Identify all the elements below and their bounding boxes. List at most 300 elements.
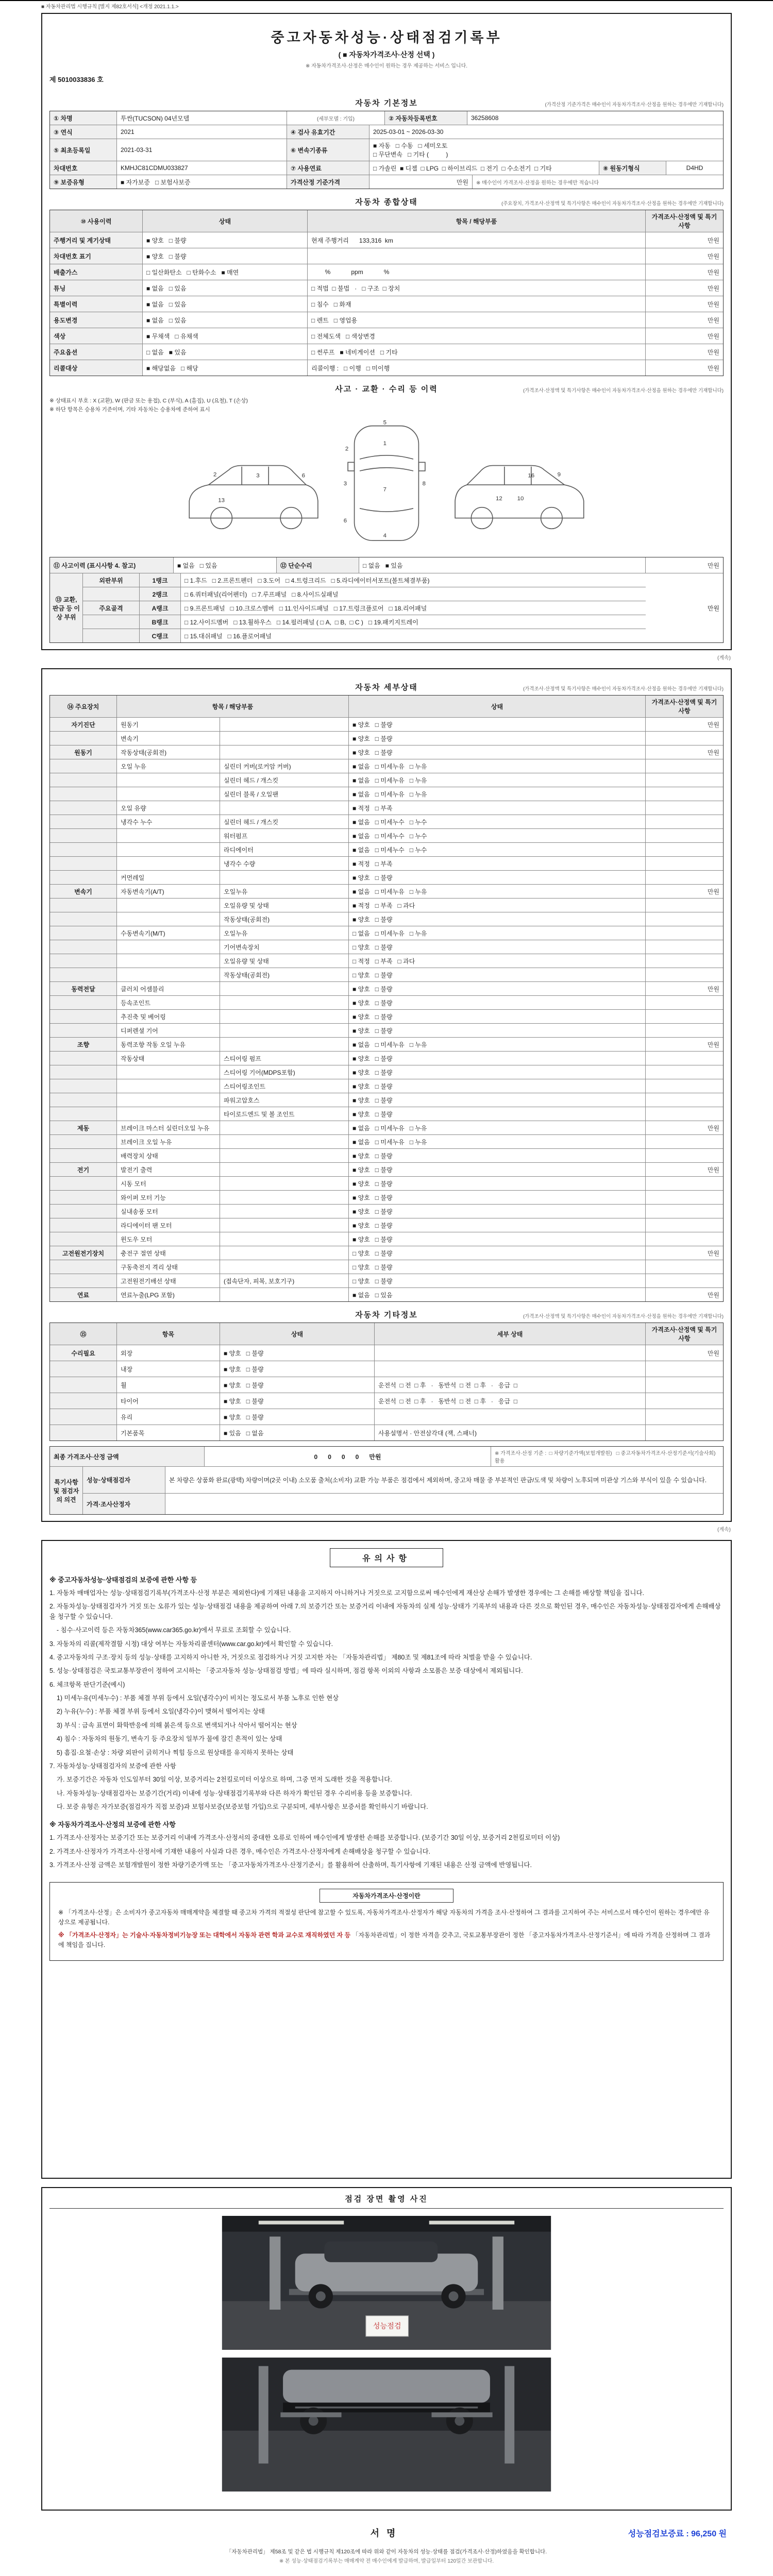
panel-group	[83, 629, 140, 642]
panel-rank-row	[83, 601, 646, 615]
item-label: 윈도우 모터	[117, 1232, 220, 1246]
status-checkboxes[interactable]: ■ 없음 □ 미세누유 □ 누유	[349, 1135, 646, 1148]
status-checkboxes[interactable]: ■ 없음 □ 미세누유 □ 누유	[349, 773, 646, 787]
item-label	[117, 1079, 220, 1093]
status-checkboxes[interactable]: ■ 양호 □ 불량	[349, 1163, 646, 1176]
status-checkboxes[interactable]: ■ 없음 □ 미세누유 □ 누유	[349, 759, 646, 773]
item-label: 연료누출(LPG 포함)	[117, 1288, 220, 1301]
inspector-opinion-body	[83, 1467, 723, 1514]
status-checkboxes[interactable]: ■ 양호 □ 불량	[349, 1191, 646, 1204]
detail-row	[50, 773, 723, 787]
device-group: 제동	[50, 1121, 117, 1134]
price-cell	[646, 1052, 723, 1065]
detail-row	[50, 871, 723, 885]
status-checkboxes[interactable]: ■ 양호 □ 불량	[349, 982, 646, 995]
notice-paragraph: 2) 누유(누수) : 부품 체결 부위 등에서 오일(냉각수)이 맺혀서 떨어지는 상태	[49, 1708, 265, 1716]
device-group	[50, 968, 117, 981]
item-label: 원동기	[117, 718, 220, 731]
status-checkboxes[interactable]: ■ 양호 □ 불량	[143, 248, 308, 264]
row-detail[interactable]: □ 전체도색 □ 색상변경	[308, 328, 646, 344]
rank-label: C랭크	[140, 629, 181, 642]
item-label: 실내송풍 모터	[117, 1205, 220, 1218]
detail-row	[50, 1288, 723, 1301]
row-detail[interactable]: 리콜이행 : □ 이행 □ 미이행	[308, 360, 646, 376]
notice-warranty-header: ※ 중고자동차성능·상태점검의 보증에 관한 사항 등	[49, 1576, 197, 1584]
rank-label: B랭크	[140, 615, 181, 629]
price-cell	[646, 1425, 723, 1440]
notice-paragraph: 4) 침수 : 자동차의 원동기, 변속기 등 주요장치 일부가 물에 잠긴 흔적이 있는 상태	[49, 1735, 282, 1743]
detail-row	[50, 1135, 723, 1149]
exchange-repair-label: ⑬ 교환, 판금 등 이상 부위	[50, 573, 83, 642]
status-checkboxes[interactable]: ■ 양호 □ 불량	[349, 1107, 646, 1121]
item-label: 등속조인트	[117, 996, 220, 1009]
status-checkboxes[interactable]: ■ 양호 □ 불량	[349, 1065, 646, 1079]
price-cell	[646, 1377, 723, 1393]
device-group	[50, 1149, 117, 1162]
item-label: 오일 유량	[117, 801, 220, 815]
item-label: 작동상태	[117, 1052, 220, 1065]
part-label	[220, 1024, 349, 1037]
notice-title: 유의사항	[330, 1548, 443, 1567]
vin-value: KMHJC81CDMU033827	[117, 161, 287, 175]
device-group	[50, 773, 117, 787]
diagram-number: 9	[557, 471, 561, 478]
price-cell	[646, 926, 723, 940]
accident-price-cell: 만원	[707, 562, 719, 569]
diagram-number: 8	[422, 481, 426, 487]
car-views-svg	[155, 417, 618, 551]
overall-state-table	[49, 210, 724, 376]
etc-group	[50, 1409, 117, 1425]
price-cell: 만원	[707, 268, 719, 276]
price-cell: 만원	[707, 1291, 719, 1299]
part-label	[220, 1135, 349, 1148]
document-sheet	[41, 13, 732, 2575]
panel-checkboxes[interactable]: □ 1.후드 □ 2.프론트펜더 □ 3.도어 □ 4.트렁크리드 □ 5.라디에이터서포트(볼트체결부품)	[184, 577, 430, 584]
status-checkboxes[interactable]: ■ 양호 □ 불량	[349, 1052, 646, 1065]
photo-sign-text: 성능점검	[373, 2322, 401, 2331]
passenger-car-legend: ※ 하단 항목은 승용차 기준이며, 기타 자동차는 승용차에 준하여 표시	[49, 406, 210, 413]
status-checkboxes[interactable]: ■ 없음 □ 있음	[143, 280, 308, 296]
definition-paragraph-2	[58, 1930, 715, 1950]
part-label	[220, 996, 349, 1009]
item-label	[117, 1107, 220, 1121]
part-label	[220, 745, 349, 759]
part-label: 작동상태(공회전)	[220, 912, 349, 926]
simple-repair-options[interactable]: □ 없음 ■ 있음	[359, 557, 646, 573]
exchange-repair-rows	[83, 573, 646, 642]
usage-history-row	[50, 328, 723, 344]
status-checkboxes[interactable]: ■ 없음 □ 미세누유 □ 누유	[349, 1121, 646, 1134]
status-checkboxes[interactable]: ■ 없음 □ 있음	[349, 1288, 646, 1301]
detail-row	[50, 1205, 723, 1218]
row-label: 색상	[50, 328, 143, 344]
item-label: 고전원전기배선 상태	[117, 1274, 220, 1287]
engine-type-label: ⑧ 원동기형식	[599, 161, 666, 175]
form-reference: ■ 자동차관리법 시행규칙 [별지 제82호서식] <개정 2021.1.1.>	[41, 4, 179, 10]
usage-history-row	[50, 312, 723, 328]
accident-history-options[interactable]: ■ 없음 □ 있음	[174, 557, 277, 573]
diagram-number: 3	[256, 472, 260, 479]
detail-state-note: (가격조사·산정액 및 특기사항은 매수인이 자동차가격조사·산정을 원하는 경우에만 기재합니다)	[523, 686, 724, 692]
detail-row	[50, 912, 723, 926]
status-checkboxes[interactable]: ■ 없음 □ 미세누유 □ 누유	[349, 787, 646, 801]
status-checkboxes[interactable]: □ 양호 □ 불량	[349, 1274, 646, 1287]
panel-checkboxes[interactable]: □ 15.대쉬패널 □ 16.플로어패널	[184, 632, 272, 640]
status-checkboxes[interactable]: ■ 양호 □ 불량	[349, 1149, 646, 1162]
item-label: 동력조향 작동 오일 누유	[117, 1038, 220, 1051]
definition-rest-text: 「자동차관리법」이 정한 자격을 갖추고, 국토교통부장관이 정한 「중고자동차가격조사·산정기준서」에 따라 가격을 산정하며 그 결과에 책임을 집니다.	[58, 1931, 711, 1949]
registration-number-label: ② 자동차등록번호	[385, 111, 467, 125]
device-group	[50, 940, 117, 954]
detail-row	[50, 815, 723, 829]
fuel-label: ⑦ 사용연료	[287, 161, 369, 175]
item-label	[117, 857, 220, 870]
price-cell: 만원	[707, 749, 719, 756]
row-detail[interactable]: □ 침수 □ 화재	[308, 296, 646, 312]
device-group	[50, 1232, 117, 1246]
status-checkboxes[interactable]: ■ 적정 □ 부족	[349, 857, 646, 870]
panel-checkboxes[interactable]: □ 9.프론트패널 □ 10.크로스멤버 □ 11.인사이드패널 □ 17.트렁크플로어 □ 18.리어패널	[184, 604, 427, 612]
notice-paragraph: 7. 자동차성능·상태점검자의 보증에 관한 사항	[49, 1762, 176, 1770]
price-cell	[646, 1135, 723, 1148]
part-label	[220, 1038, 349, 1051]
notice-paragraph: 5) 흠집·요철·손상 : 차량 외판이 긁히거나 찍힘 등으로 원상태를 유지하지 못하는 상태	[49, 1749, 294, 1756]
price-cell	[646, 815, 723, 828]
status-checkboxes[interactable]: ■ 양호 □ 불량	[349, 1010, 646, 1023]
basic-info-header	[49, 97, 724, 108]
device-group	[50, 1135, 117, 1148]
row-label: 주요옵션	[50, 344, 143, 360]
etc-row	[50, 1393, 723, 1409]
item-label: 수동변속기(M/T)	[117, 926, 220, 940]
base-price-label: 가격산정 기준가격	[287, 175, 369, 189]
detail-row	[50, 1149, 723, 1163]
status-checkboxes[interactable]: □ 양호 □ 불량	[349, 940, 646, 954]
performance-inspector-opinion: 본 차량은 상품화 완료(광택) 차량이며(2곳 이내) 소모품 출처(소비자) 교환 가능 부품은 점검에서 제외하며, 중고차 매물 중 부분적인 판금/도색 및 차량이 노후되며 미관상 기스와 부식이 있을 수 있습니다.	[169, 1477, 707, 1484]
inspector-opinion-label: 특기사항 및 점검자의 의견	[50, 1467, 83, 1514]
status-checkboxes[interactable]: ■ 적정 □ 부족	[349, 801, 646, 815]
status-checkboxes[interactable]: □ 없음 □ 미세누유 □ 누유	[349, 926, 646, 940]
detail-row	[50, 801, 723, 815]
price-cell: 만원	[707, 1124, 719, 1132]
status-checkboxes[interactable]: ■ 없음 □ 미세누수 □ 누수	[349, 843, 646, 856]
detail-row	[50, 885, 723, 899]
price-appraiser-opinion	[165, 1494, 723, 1514]
etc-detail[interactable]	[375, 1409, 646, 1425]
part-label	[220, 718, 349, 731]
row-detail[interactable]: □ 렌트 □ 영업용	[308, 312, 646, 328]
row-label: 용도변경	[50, 312, 143, 328]
detail-row	[50, 759, 723, 773]
row-detail[interactable]: □ 적법 □ 불법 · □ 구조 □ 장치	[308, 280, 646, 296]
status-checkboxes[interactable]: □ 양호 □ 불량	[349, 1246, 646, 1260]
transmission-options-line2[interactable]: □ 무단변속 □ 기타 ( )	[373, 151, 448, 158]
first-registration-label: ⑤ 최초등록일	[50, 139, 117, 161]
car-name-label: ① 차명	[50, 111, 117, 125]
row-detail[interactable]: □ 썬루프 ■ 네비게이션 □ 기타	[308, 344, 646, 360]
row-detail[interactable]	[308, 248, 646, 264]
status-checkboxes[interactable]: ■ 양호 □ 불량	[349, 912, 646, 926]
price-cell: 만원	[707, 316, 719, 324]
status-checkboxes[interactable]: □ 없음 ■ 있음	[143, 344, 308, 360]
device-group	[50, 871, 117, 884]
registration-number-value: 36258608	[471, 114, 499, 122]
price-cell: 만원	[707, 348, 719, 356]
status-checkboxes[interactable]: ■ 양호 □ 불량	[220, 1361, 375, 1377]
diagram-number: 6	[301, 472, 305, 479]
status-checkboxes[interactable]: ■ 양호 □ 불량	[349, 1093, 646, 1107]
notice-items-b	[49, 1833, 724, 1870]
overall-state-title: 자동차 종합상태	[355, 198, 418, 207]
etc-info-header	[49, 1309, 724, 1320]
final-price-note: ※ 가격조사·산정 기준 : □ 차량기준가액(보험개발원) □ 중고자동차가격조사·산정기준서(기술사회) 활용	[495, 1451, 717, 1464]
part-label	[220, 1232, 349, 1246]
price-cell	[646, 1065, 723, 1079]
definition-title: 자동차가격조사·산정이란	[320, 1889, 453, 1903]
status-checkboxes[interactable]: ■ 양호 □ 불량	[349, 1205, 646, 1218]
status-checkboxes[interactable]: ■ 무채색 □ 유채색	[143, 328, 308, 344]
base-price-note: ※ 매수인이 가격조사·산정을 원하는 경우에만 적습니다	[476, 180, 599, 186]
etc-info-table	[49, 1323, 724, 1441]
price-cell	[646, 1205, 723, 1218]
item-label: 발전기 출력	[117, 1163, 220, 1176]
price-col-header: 가격조사·산정액 및 특기사항	[646, 696, 723, 717]
item-label: 냉각수 누수	[117, 815, 220, 828]
part-label: 오일유량 및 상태	[220, 899, 349, 912]
item-label: 클러치 어셈블리	[117, 982, 220, 995]
status-checkboxes[interactable]: ■ 없음 □ 미세누수 □ 누수	[349, 815, 646, 828]
panel-group: 외판부위	[83, 573, 140, 587]
page-footer	[41, 2544, 732, 2575]
detail-row	[50, 1024, 723, 1038]
notice-paragraph: 3. 가격조사·산정 금액은 보험개발원이 정한 차량기준가액 또는 「중고자동차가격조사·산정기준서」를 활용하여 산출하며, 특기사항에 기재된 내용은 산정 금액에 반영됩니다.	[49, 1861, 532, 1869]
notice-paragraph: 3. 자동차의 리콜(제작결함 시정) 대상 여부는 자동차리콜센터(www.car.go.kr)에서 확인할 수 있습니다.	[49, 1640, 333, 1648]
definition-paragraph-1: ※ 「가격조사·산정」은 소비자가 중고자동차 매매계약을 체결할 때 중고차 가격의 적절성 판단에 참고할 수 있도록, 자동차가격조사·산정자가 해당 자동차의 가격을 조사·산정하여 그 결과를 고지하여 주는 서비스로서 매수인이 원하는 경우에만 유상으로 제공됩니다.	[58, 1908, 710, 1926]
status-checkboxes[interactable]: ■ 있음 □ 없음	[220, 1425, 375, 1440]
price-cell	[646, 1361, 723, 1377]
state-mark-legend: ※ 상태표시 부호 : X (교환), W (판금 또는 용접), C (부식), A (흠집), U (요철), T (손상)	[49, 398, 248, 404]
accident-history-title: 사고 · 교환 · 수리 등 이력	[335, 385, 438, 394]
device-group: 자기진단	[50, 718, 117, 731]
etc-col-header-3: 상태	[220, 1323, 375, 1345]
status-checkboxes[interactable]: ■ 양호 □ 불량	[220, 1345, 375, 1361]
item-label: 자동변속기(A/T)	[117, 885, 220, 898]
status-checkboxes[interactable]: ■ 양호 □ 불량	[349, 996, 646, 1009]
price-cell: 만원	[707, 1249, 719, 1257]
car-submodel: (세부모델 : 기입)	[287, 111, 385, 125]
part-label	[220, 1149, 349, 1162]
device-group	[50, 1024, 117, 1037]
status-checkboxes[interactable]: ■ 양호 □ 불량	[143, 232, 308, 248]
etc-item-label: 타이어	[117, 1393, 220, 1409]
part-label: 실린더 헤드 / 개스킷	[220, 773, 349, 787]
device-group: 고전원전기장치	[50, 1246, 117, 1260]
detail-row	[50, 1065, 723, 1079]
detail-state-header	[49, 682, 724, 692]
warranty-type-options[interactable]: ■ 자가보증 □ 보험사보증	[117, 175, 287, 189]
etc-detail[interactable]: 사용설명서 · 안전삼각대 (잭, 스패너)	[375, 1425, 646, 1440]
price-cell: 만원	[707, 284, 719, 292]
detail-state-table	[49, 695, 724, 1302]
etc-row	[50, 1377, 723, 1393]
status-checkboxes[interactable]: ■ 없음 □ 있음	[143, 312, 308, 328]
fuel-options[interactable]: □ 가솔린 ■ 디젤 □ LPG □ 하이브리드 □ 전기 □ 수소전기 □ 기타	[369, 161, 599, 175]
item-label	[117, 843, 220, 856]
etc-group	[50, 1425, 117, 1440]
etc-detail[interactable]	[375, 1361, 646, 1377]
price-cell: 만원	[707, 1041, 719, 1048]
status-checkboxes[interactable]: ■ 없음 □ 있음	[143, 296, 308, 312]
accident-history-note: (가격조사·산정액 및 특기사항은 매수인이 자동차가격조사·산정을 원하는 경우에만 기재합니다)	[523, 388, 724, 394]
part-label	[220, 732, 349, 745]
overall-state-header	[49, 196, 724, 207]
device-group: 변속기	[50, 885, 117, 898]
price-cell	[646, 759, 723, 773]
price-cell	[646, 1218, 723, 1232]
status-checkboxes[interactable]: ■ 적정 □ 부족 □ 과다	[349, 899, 646, 912]
status-checkboxes[interactable]: □ 양호 □ 불량	[349, 968, 646, 981]
detail-row	[50, 829, 723, 843]
status-checkboxes[interactable]: ■ 해당없음 □ 해당	[143, 360, 308, 376]
device-group	[50, 1010, 117, 1023]
basic-info-table	[49, 111, 724, 189]
part-label: 실린더 커버(로커암 커버)	[220, 759, 349, 773]
etc-col-header-2: 항목	[117, 1323, 220, 1345]
detail-row	[50, 1218, 723, 1232]
part-label: 스티어링 기어(MDPS포함)	[220, 1065, 349, 1079]
usage-history-row	[50, 232, 723, 248]
price-cell	[646, 1232, 723, 1246]
detail-row	[50, 1038, 723, 1052]
item-label: 추진축 및 베어링	[117, 1010, 220, 1023]
device-group	[50, 732, 117, 745]
item-label	[117, 787, 220, 801]
etc-detail[interactable]: 운전석 □ 전 □ 후 · 동반석 □ 전 □ 후 · 응급 □	[375, 1377, 646, 1393]
device-group	[50, 1052, 117, 1065]
part-label	[220, 1246, 349, 1260]
status-checkboxes[interactable]: □ 양호 □ 불량	[349, 1260, 646, 1274]
part-label	[220, 1205, 349, 1218]
diagram-number: 3	[343, 481, 347, 487]
price-appraisal-definition	[49, 1882, 724, 1961]
panel-checkboxes[interactable]: □ 12.사이드멤버 □ 13.휠하우스 □ 14.필러패널 ( □ A, □ B, □ C ) □ 19.패키지트레이	[184, 618, 418, 626]
price-cell: 만원	[707, 888, 719, 895]
price-cell	[646, 773, 723, 787]
etc-col-header-1: ⑮	[50, 1323, 117, 1345]
price-cell	[646, 1260, 723, 1274]
transmission-options[interactable]	[369, 139, 723, 161]
device-group	[50, 1065, 117, 1079]
detail-row	[50, 996, 723, 1010]
price-cell	[646, 912, 723, 926]
item-label: 변속기	[117, 732, 220, 745]
status-checkboxes[interactable]: ■ 양호 □ 불량	[349, 1232, 646, 1246]
part-label: (접속단자, 피복, 보호기구)	[220, 1274, 349, 1287]
status-checkboxes[interactable]: □ 적정 □ 부족 □ 과다	[349, 954, 646, 968]
major-device-col-header: ⑭ 주요장치	[50, 696, 117, 717]
etc-item-label: 휠	[117, 1377, 220, 1393]
inspection-photo-lift-front	[49, 2216, 724, 2351]
etc-detail[interactable]	[375, 1345, 646, 1361]
row-detail[interactable]: % ppm %	[308, 264, 646, 280]
row-detail[interactable]: 현재 주행거리 133,316 km	[308, 232, 646, 248]
status-checkboxes[interactable]: ■ 양호 □ 불량	[349, 1079, 646, 1093]
row-label: 튜닝	[50, 280, 143, 296]
price-cell: 만원	[707, 252, 719, 260]
status-checkboxes[interactable]: ■ 없음 □ 미세누수 □ 누수	[349, 829, 646, 842]
diagram-number: 16	[528, 472, 535, 479]
price-cell	[646, 857, 723, 870]
status-checkboxes[interactable]: ■ 없음 □ 미세누유 □ 누유	[349, 885, 646, 898]
detail-row	[50, 899, 723, 912]
item-label	[117, 1093, 220, 1107]
item-label: 브레이크 오일 누유	[117, 1135, 220, 1148]
row-label: 차대번호 표기	[50, 248, 143, 264]
panel-group	[83, 587, 140, 601]
device-group	[50, 996, 117, 1009]
price-cell	[646, 1409, 723, 1425]
transmission-options-line1[interactable]: ■ 자동 □ 수동 □ 세미오토	[373, 142, 448, 149]
title-block	[49, 19, 724, 90]
status-checkboxes[interactable]: ■ 양호 □ 불량	[220, 1393, 375, 1409]
item-col-header: 항목 / 해당부품	[308, 210, 646, 232]
price-survey-option[interactable]: ( ■ 자동차가격조사·산정 선택 )	[338, 50, 435, 59]
state-col-header: 상태	[143, 210, 308, 232]
detail-row	[50, 745, 723, 759]
status-checkboxes[interactable]: ■ 없음 □ 미세누유 □ 누유	[349, 1038, 646, 1051]
rank-label: A랭크	[140, 601, 181, 615]
notice-paragraph: 2. 자동차성능·상태점검자가 거짓 또는 오류가 있는 성능·상태점검 내용을 제공하여 아래 7.의 보증기간 또는 보증거리 이내에 자동차의 실제 성능·상태가 기록부의 내용과 다른 것으로 확인된 경우, 매수인은 자동차성능·상태점검자에게 손해배상을 청구할 수 있습니다.	[49, 1603, 721, 1620]
base-price-value: 만원	[369, 175, 473, 189]
price-cell	[646, 954, 723, 968]
status-checkboxes[interactable]: ■ 양호 □ 불량	[349, 1177, 646, 1190]
price-cell	[646, 1093, 723, 1107]
inspection-period-value: 2025-03-01 ~ 2026-03-30	[373, 128, 444, 135]
exchange-price-cell: 만원	[707, 604, 719, 612]
status-checkboxes[interactable]: ■ 양호 □ 불량	[349, 1218, 646, 1232]
etc-detail[interactable]: 운전석 □ 전 □ 후 · 동반석 □ 전 □ 후 · 응급 □	[375, 1393, 646, 1409]
panel-checkboxes[interactable]: □ 6.쿼터패널(리어펜더) □ 7.루프패널 □ 8.사이드실패널	[184, 590, 339, 598]
status-checkboxes[interactable]: ■ 양호 □ 불량	[349, 718, 646, 731]
etc-item-label: 외장	[117, 1345, 220, 1361]
detail-row	[50, 1079, 723, 1093]
etc-info-note: (가격조사·산정액 및 특기사항은 매수인이 자동차가격조사·산정을 원하는 경우에만 기재합니다)	[523, 1314, 724, 1319]
status-checkboxes[interactable]: ■ 양호 □ 불량	[220, 1409, 375, 1425]
status-checkboxes[interactable]: ■ 양호 □ 불량	[220, 1377, 375, 1393]
part-label	[220, 1010, 349, 1023]
device-group	[50, 843, 117, 856]
device-group	[50, 815, 117, 828]
status-checkboxes[interactable]: ■ 양호 □ 불량	[349, 1024, 646, 1037]
item-label: 시동 모터	[117, 1177, 220, 1190]
device-group	[50, 759, 117, 773]
etc-row	[50, 1361, 723, 1377]
etc-group	[50, 1361, 117, 1377]
status-checkboxes[interactable]: ■ 양호 □ 불량	[349, 871, 646, 884]
part-label	[220, 1177, 349, 1190]
item-label: 작동상태(공회전)	[117, 745, 220, 759]
part-label: 실린더 헤드 / 개스킷	[220, 815, 349, 828]
diagram-number: 1	[383, 440, 387, 447]
status-checkboxes[interactable]: ■ 양호 □ 불량	[349, 732, 646, 745]
status-checkboxes[interactable]: □ 일산화탄소 □ 탄화수소 ■ 매연	[143, 264, 308, 280]
part-label: 오일누유	[220, 926, 349, 940]
inspection-photo-underbody	[49, 2358, 724, 2493]
status-checkboxes[interactable]: ■ 양호 □ 불량	[349, 745, 646, 759]
etc-col-header-5: 가격조사·산정액 및 특기사항	[646, 1323, 723, 1345]
engine-type-value: D4HD	[686, 164, 703, 172]
